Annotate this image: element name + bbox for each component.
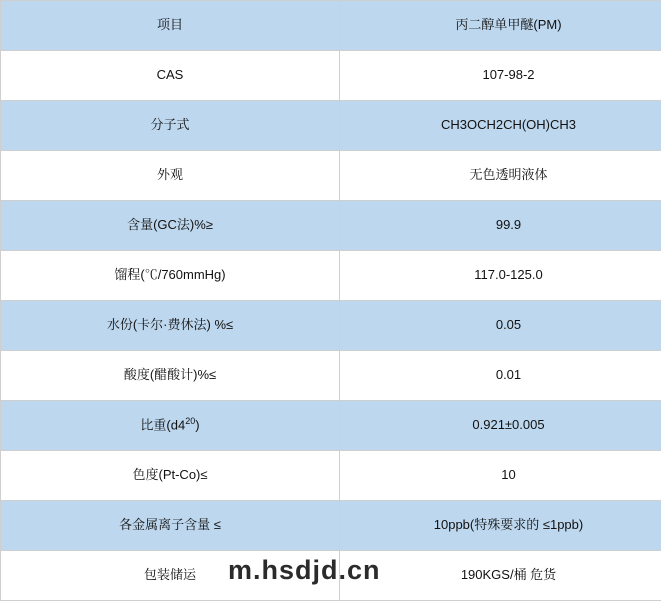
table-row xyxy=(1,551,661,601)
row-item-value: 99.9 xyxy=(340,201,661,251)
row-item-label: 水份(卡尔·费休法) %≤ xyxy=(1,301,340,351)
table-row xyxy=(1,351,661,401)
table-row xyxy=(1,301,661,351)
row-item-label: 包装储运 xyxy=(1,551,340,601)
row-item-value: 0.05 xyxy=(340,301,661,351)
table-row xyxy=(1,451,661,501)
row-item-value: 0.01 xyxy=(340,351,661,401)
table-row xyxy=(1,501,661,551)
row-item-value: 107-98-2 xyxy=(340,51,661,101)
watermark: m.hsdjd.cn xyxy=(228,555,381,585)
row-item-value: 10 xyxy=(340,451,661,501)
table-row xyxy=(1,51,661,101)
row-item-value: 10ppb(特殊要求的 ≤1ppb) xyxy=(340,501,661,551)
row-item-label-text: 比重(d4 xyxy=(140,417,186,433)
table-body xyxy=(1,1,661,601)
table-row xyxy=(1,251,661,301)
row-item-label: 各金属离子含量 ≤ xyxy=(1,501,340,551)
row-item-label: CAS xyxy=(1,51,340,101)
row-item-label-specific-gravity xyxy=(1,401,340,451)
row-item-label: 色度(Pt-Co)≤ xyxy=(1,451,340,501)
row-item-label: 馏程(℃/760mmHg) xyxy=(1,251,340,301)
row-item-label: 酸度(醋酸计)%≤ xyxy=(1,351,340,401)
row-item-value: 117.0-125.0 xyxy=(340,251,661,301)
row-item-value: 丙二醇单甲醚(PM) xyxy=(340,1,661,51)
row-item-label-tail: ) xyxy=(195,417,200,433)
table-row xyxy=(1,151,661,201)
row-item-value: 无色透明液体 xyxy=(340,151,661,201)
row-item-value: 0.921±0.005 xyxy=(340,401,661,451)
row-item-value: 190KGS/桶 危货 xyxy=(340,551,661,601)
row-item-label: 项目 xyxy=(1,1,340,51)
table-row xyxy=(1,201,661,251)
row-item-label: 外观 xyxy=(1,151,340,201)
table-row xyxy=(1,1,661,51)
superscript-20: 20 xyxy=(185,416,196,427)
table-row xyxy=(1,401,661,451)
row-item-label: 含量(GC法)%≥ xyxy=(1,201,340,251)
table-row xyxy=(1,101,661,151)
row-item-value: CH3OCH2CH(OH)CH3 xyxy=(340,101,661,151)
row-item-label: 分子式 xyxy=(1,101,340,151)
